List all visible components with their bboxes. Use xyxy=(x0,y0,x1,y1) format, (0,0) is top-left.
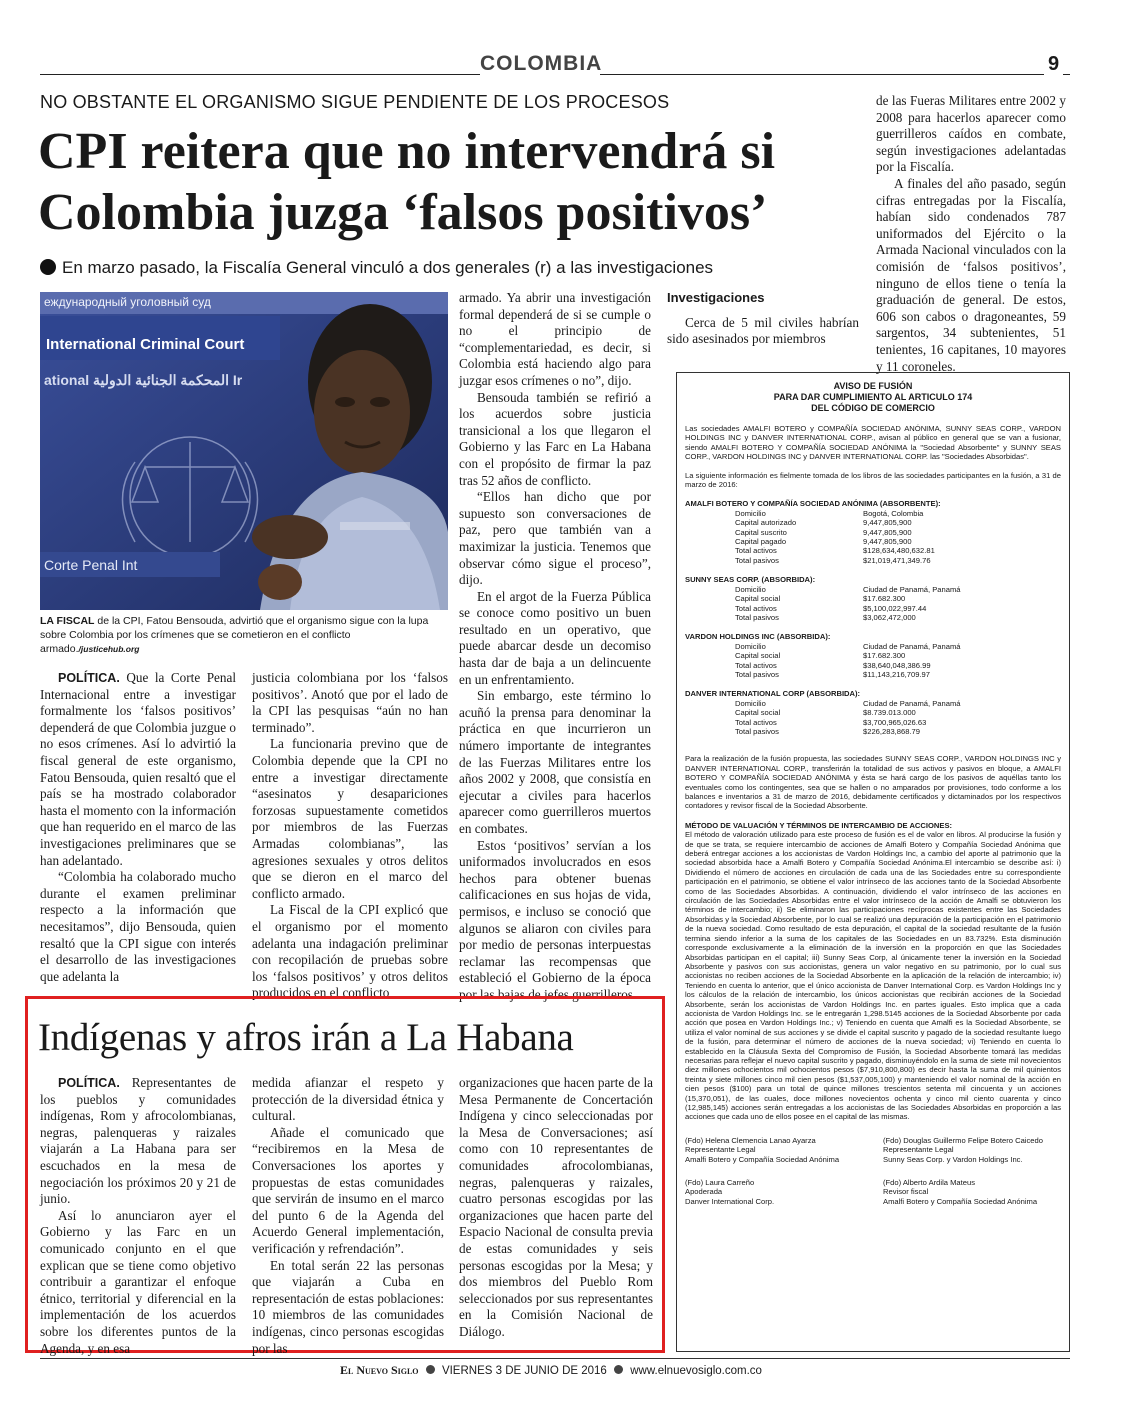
company-name: AMALFI BOTERO Y COMPAÑÍA SOCIEDAD ANÓNIMA (ABSORBENTE): xyxy=(685,499,941,509)
page-number: 9 xyxy=(1044,53,1063,76)
photo-banner-main: International Criminal Court xyxy=(46,336,245,353)
notice-info: La siguiente información es fielmente tomada de los libros de las sociedades participantes en la fusión, a 31 de marzo de 2016: xyxy=(685,470,1061,490)
paragraph: medida afianzar el respeto y protección de la diversidad étnica y cultural. xyxy=(252,1075,444,1124)
article-headline-line1: CPI reitera que no intervendrá si xyxy=(38,123,776,180)
section-subhead: Investigaciones xyxy=(667,290,765,305)
company-row: Capital social $17.682.300 xyxy=(735,594,906,604)
company-row: Capital social $8.739.013.000 xyxy=(735,708,916,718)
legal-notice xyxy=(676,372,1070,1352)
company-row: Total pasivos $11,143,216,709.97 xyxy=(735,669,931,679)
company-name: DANVER INTERNATIONAL CORP (ABSORBIDA): xyxy=(685,689,861,699)
bullet-icon xyxy=(40,259,56,275)
signature-block: (Fdo) Douglas Guillermo Felipe Botero Caicedo Representante Legal Sunny Seas Corp. y Vardon Holdings Inc. xyxy=(883,1135,1043,1164)
signature-block: (Fdo) Alberto Ardila Mateus Revisor fiscal Amalfi Botero y Compañía Sociedad Anónima xyxy=(883,1178,1038,1206)
company-name: VARDON HOLDINGS INC (ABSORBIDA): xyxy=(685,632,831,642)
article-column-4 xyxy=(667,290,859,348)
notice-method: El método de valoración utilizado para este proceso de fusión es el de valor en libros. Al producirse la fusión y de que se trata, se requiere intercambio de acciones de Amalfi Botero y Compañía Sociedad Anónima que deberá entregar acciones a los accionistas de Vardon Holdings Inc, a cambio del aporte al patrimonio que la sociedad absorbida hace a Amalfi Botero y Compañía Sociedad Anónima.El intercambio se describe así: i) Dividiendo el número de acciones en circulación de cada una de las Sociedades entre su correspondiente participación en el patrimonio, se obtiene el valor intrínseco de las acciones tanto de la Sociedad Absorbente como de las Sociedades Absorbidas. A continuación, dividiendo el valor intrínseco de las acciones en circulación de las Sociedades Absorbidas entre el valor intrínseco de la acción de Amalfi se obtuvieron los términos de intercambio; ii) Se eliminaron las participaciones recíprocas existentes entre las Sociedades Absorbidas y la Sociedad Absorbente, por lo cual se realizó una depuración de la participación en el patrimonio de la nueva sociedad. Como resultado de esta depuración, el capital de la sociedad resultante de la fusión termina siendo inferior a la suma de los capitales de las Sociedades en un 83.732%. Esta disminución corresponde exclusivamente a la eliminación de la inversión en la proporción en que las Sociedades Absorbidas participan en el capital; iii) Sunny Seas Corp, al únicamente tener la inversión en la Sociedad Absorbente y pasivos con sus accionistas, genera un valor negativo en su patrimonio, por lo cual sus accionistas no reciben acciones de la Sociedad Absorbente en la aplicación de la relación de intercambio; iv) Teniendo en cuenta lo anterior, que el único accionista de Danver International Corp. es Vardon Holdings Inc y los cálculos de la relación de intercambio, los únicos accionistas que recibirán acciones de la Sociedad Absorbente, serán los accionistas de Vardon Holdings Inc. en partes iguales. Esto implica que a cada accionista de Vardon Holdings Inc. se le entregarán 1,298.5145 acciones de la Sociedad Absorbente por cada acción que posea en Vardon Holdings Inc.; v) Teniendo en cuenta que Amalfi es la Sociedad Absorbente, se utiliza el valor nominal de sus acciones y se divide el capital suscrito y pagado de la sociedad resultante luego de la fusión, para determinar el número de acciones de la nueva sociedad; vi) Teniendo en cuenta lo establecido en la Cláusula Sexta del Compromiso de Fusión, la Sociedad Absorbente tomará las medidas necesarias para reflejar el nuevo capital suscrito y pagado, disminuyéndolo en la suma de siete mil novecientos diez millones ochocientos mil ochocientos pesos ($7,910,800,800) es decir hasta la suma de mil quinientos treinta y siete millones cinco mil cien pesos ($1,537,005,100) y manteniendo el valor nominal de la acción en cien pesos ($100) para un total de quince millones trescientos setenta mil cincuenta y un acciones (15,370,051), de las cuales, doce millones novecientos ochenta y cinco mil ciento cuarenta y cinco (12,985,145) acciones serán entregadas a los accionistas de las Sociedades Absorbidas en proporción a las acciones que cada uno de ellos posee en el capital de las mismas. xyxy=(685,830,1061,1122)
photo-banner-arabic: ational المحكمة الجنائية الدولية Ir xyxy=(44,372,243,388)
paragraph: Que la Corte Penal Internacional entre a investigar formalmente los ‘falsos positivos’ dependerá de que Colombia juzgue o no esos crímenes. Así lo advirtió la fiscal general de este organismo, Fatou Bensouda, quien resaltó que el país se ha mostrado colaborador hasta el momento con la información que han requerido en el marco de las investigaciones preliminares que se han adelantado. xyxy=(40,670,236,868)
notice-intro: Las sociedades AMALFI BOTERO y COMPAÑÍA SOCIEDAD ANÓNIMA, SUNNY SEAS CORP., VARDON HOLDINGS INC y DANVER INTERNATIONAL CORP., avisan al público en general que se van a fusionar, siendo AMALFI BOTERO Y COMPAÑÍA SOCIEDAD ANÓNIMA la "Sociedad Absorbente" y SUNNY SEAS CORP., VARDON HOLDINGS INC y DANVER INTERNATIONAL CORP. las "Sociedades Absorbidas". xyxy=(685,424,1061,462)
article-column-2 xyxy=(252,670,448,1002)
company-row: Capital autorizado 9,447,805,900 xyxy=(735,518,912,528)
company-row: Total pasivos $3,062,472,000 xyxy=(735,612,916,622)
signature-block: (Fdo) Helena Clemencia Lanao Ayarza Representante Legal Amalfi Botero y Compañía Sociedad Anónima xyxy=(685,1135,840,1164)
paragraph: La funcionaria previno que de Colombia depende que la CPI no entre a investigar directamente “asesinatos y desapariciones forzosas supuestamente cometidos por miembros de las Fuerzas Armadas colombianas”, las agresiones sexuales y otros delitos que se dieron en el marco del conflicto armado. xyxy=(252,736,448,901)
company-row: Total activos $3,700,965,026.63 xyxy=(735,717,927,727)
company-row: Capital pagado 9,447,805,900 xyxy=(735,537,912,547)
caption-text: de la CPI, Fatou Bensouda, advirtió que el organismo sigue con la lupa sobre Colombia por los crímenes que se cometieron en el conflicto armado. xyxy=(40,615,429,655)
paragraph: En total serán 22 las personas que viajarán a Cuba en representación de estas poblaciones: 10 miembros de las comunidades indígenas, cinco personas escogidas por las xyxy=(252,1257,444,1356)
paragraph: armado. Ya abrir una investigación formal dependerá de si se cumple o no el principio de “complementariedad, es decir, si Colombia está haciendo algo para juzgar esos crímenes o no”, dijo. xyxy=(459,290,651,388)
second-column-1 xyxy=(40,1075,236,1357)
paragraph: justicia colombiana por los ‘falsos positivos’. Anotó que por el lado de la CPI las pesquisas “aún no han terminado”. xyxy=(252,670,448,735)
page-footer xyxy=(40,1358,1070,1381)
article-column-1 xyxy=(40,670,236,985)
article-kicker: NO OBSTANTE EL ORGANISMO SIGUE PENDIENTE DE LOS PROCESOS xyxy=(40,92,670,112)
bullet-icon xyxy=(614,1365,623,1374)
paragraph: de las Fueras Militares entre 2002 y 2008 para hacerlos aparecer como guerrilleros caídos en combate, según investigaciones adelantadas por la Fiscalía. xyxy=(876,93,1066,175)
company-row: Total pasivos $21,019,471,349.76 xyxy=(735,555,931,565)
issue-date: VIERNES 3 DE JUNIO DE 2016 xyxy=(441,1365,607,1377)
paragraph: Añade el comunicado que “recibiremos en la Mesa de Conversaciones los aportes y propuestas de estas comunidades que servirán de insumo en el marco del punto 6 de la Agenda del Acuerdo General implementación, verificación y refrendación”. xyxy=(252,1124,444,1256)
paragraph: Así lo anunciaron ayer el Gobierno y las Farc en un comunicado conjunto en el que explican que se tiene como objetivo contribuir a garantizar el enfoque étnico, territorial y diferencial en la implementación de los acuerdos sobre los diferentes puntos de la Agenda, y en esa xyxy=(40,1207,236,1356)
company-row: Domicilio Ciudad de Panamá, Panamá xyxy=(735,584,961,594)
paragraph: Representantes de los pueblos y comunidades indígenas, Rom y afrocolombianas, negras, palenqueras y raizales viajarán a La Habana para ser escuchados en la mesa de negociación los próximos 20 y 21 de junio. xyxy=(40,1075,236,1207)
caption-lead: LA FISCAL xyxy=(40,615,95,627)
photo-caption xyxy=(40,614,448,656)
notice-realization: Para la realización de la fusión propuesta, las sociedades SUNNY SEAS CORP., VARDON HOLDINGS INC y DANVER INTERNATIONAL CORP., transferirán la totalidad de sus activos y pasivos en bloque, a AMALFI BOTERO Y COMPAÑÍA SOCIEDAD ANÓNIMA y ésta se hará cargo de los pasivos de aquéllas tanto los eventuales como los contingentes, sea que se hallen o no amparados por provisiones, todo conforme a los balances e inventarios a 31 de marzo de 2016, debidamente certificados y dictaminados por los respectivos contadores y revisor fiscal de la Sociedad Absorbente. xyxy=(685,754,1061,811)
section-name: COLOMBIA xyxy=(480,52,603,75)
paragraph: “Colombia ha colaborado mucho durante el examen preliminar respecto a la información que necesitamos”, dijo Bensouda, quien resaltó que la CPI sigue con interés el desarrollo de las investigaciones que adelanta la xyxy=(40,869,236,984)
company-row: Domicilio Ciudad de Panamá, Panamá xyxy=(735,698,961,708)
second-column-2 xyxy=(252,1075,444,1357)
signatures xyxy=(685,1136,1061,1206)
article-headline-line2: Colombia juzga ‘falsos positivos’ xyxy=(38,184,768,241)
paragraph: Estos ‘positivos’ servían a los uniformados involucrados en esos hechos para obtener buenas calificaciones en sus hojas de vida, permisos, e incluso se conoció que algunos se aliaron con civiles para por medio de personas interpuestas reclamar las recompensas que estableció el Gobierno de la época por las bajas de jefes guerrilleros. xyxy=(459,837,651,1002)
photo-credit: /justicehub.org xyxy=(78,644,140,654)
paragraph: La Fiscal de la CPI explicó que el organismo por el momento adelanta una indagación preliminar con recopilación de pruebas sobre los ‘falsos positivos’ y otros delitos producidos en el conflicto xyxy=(252,902,448,1001)
paragraph: Sin embargo, este término lo acuñó la prensa para denominar la práctica en que incurrieron un número importante de integrantes de las Fuerzas Militares entre los años 2002 y 2008, que consistía en ejecutar a civiles para hacerlos aparecer como guerrilleros muertos en combates. xyxy=(459,688,651,836)
paragraph: A finales del año pasado, según cifras entregadas por la Fiscalía, habían sido condenados 787 uniformados del Ejército o la Armada Nacional vinculados con la comisión de ‘falsos positivos’, ninguno de ellos tiene o tenía la graduación de general. De estos, 606 son cabos o dragoneantes, 59 sargentos, 34 subtenientes, 51 tenientes, 16 capitanes, 10 mayores y 11 coroneles. xyxy=(876,175,1066,374)
dateline: POLÍTICA. xyxy=(58,1076,120,1090)
paragraph: Cerca de 5 mil civiles habrían sido asesinados por miembros xyxy=(667,314,859,347)
subhead-text: En marzo pasado, la Fiscalía General vinculó a dos generales (r) a las investigaciones xyxy=(62,258,714,277)
paragraph: organizaciones que hacen parte de la Mesa Permanente de Concertación Indígena y cinco seleccionadas por la Mesa de Conversaciones; así como con 10 representantes de comunidades afrocolombianas, negras, palenqueras y raizales, cuatro personas escogidas por las organizaciones que hacen parte del Espacio Nacional de consulta previa de estas comunidades y seis personas escogidas por la Mesa; y dos miembros del Pueblo Rom seleccionados por sus representantes en la Comisión Nacional de Diálogo. xyxy=(459,1075,653,1339)
article-subhead xyxy=(40,258,840,278)
newspaper-name: El Nuevo Siglo xyxy=(340,1363,419,1377)
company-row: Total activos $5,100,022,997.44 xyxy=(735,603,927,613)
article-column-3 xyxy=(459,290,651,1004)
section-header xyxy=(0,50,1130,84)
second-headline: Indígenas y afros irán a La Habana xyxy=(38,1016,574,1059)
photo-banner-bottom: Corte Penal Int xyxy=(44,557,138,573)
company-row: Domicilio Bogotá, Colombia xyxy=(735,508,924,518)
company-name: SUNNY SEAS CORP. (ABSORBIDA): xyxy=(685,575,816,585)
notice-title: AVISO DE FUSIÓN PARA DAR CUMPLIMIENTO AL ARTICULO 174 DEL CÓDIGO DE COMERCIO xyxy=(773,381,973,413)
signature-block: (Fdo) Laura Carreño Apoderada Danver International Corp. xyxy=(685,1178,775,1206)
photo-banner-top: еждународный уголовный суд xyxy=(44,295,211,309)
paragraph: En el argot de la Fuerza Pública se conoce como positivo un buen resultado en un operativo, que puede abarcar desde un decomiso hasta dar de baja a un delincuente en un enfrentamiento. xyxy=(459,588,651,687)
article-photo xyxy=(40,292,448,610)
paragraph: “Ellos han dicho que por supuesto son conversaciones de paz, pero que también van a maximizar la justicia. Tenemos que observar cómo sigue el proceso”, dijo. xyxy=(459,489,651,588)
website: www.elnuevosiglo.com.co xyxy=(630,1365,762,1377)
company-row: Capital suscrito 9,447,805,900 xyxy=(735,527,912,537)
dateline: POLÍTICA. xyxy=(58,671,120,685)
company-block xyxy=(685,575,1061,622)
notice-method-title: MÉTODO DE VALUACIÓN Y TÉRMINOS DE INTERCAMBIO DE ACCIONES: xyxy=(685,820,953,830)
company-block xyxy=(685,689,1061,736)
bullet-icon xyxy=(426,1365,435,1374)
paragraph: Bensouda también se refirió a los acuerdos sobre justicia transicional a los que llegaron el Gobierno y las Farc en La Habana con el propósito de firmar la paz tras 52 años de conflicto. xyxy=(459,389,651,488)
company-row: Capital social $17.682.300 xyxy=(735,651,906,661)
company-block xyxy=(685,499,1061,565)
company-row: Total activos $38,640,048,386.99 xyxy=(735,660,931,670)
second-column-3 xyxy=(459,1075,653,1341)
company-row: Total pasivos $226,283,868.79 xyxy=(735,726,921,736)
article-column-5 xyxy=(876,93,1066,375)
company-row: Total activos $128,634,480,632.81 xyxy=(735,546,935,556)
company-block xyxy=(685,632,1061,679)
company-row: Domicilio Ciudad de Panamá, Panamá xyxy=(735,641,961,651)
